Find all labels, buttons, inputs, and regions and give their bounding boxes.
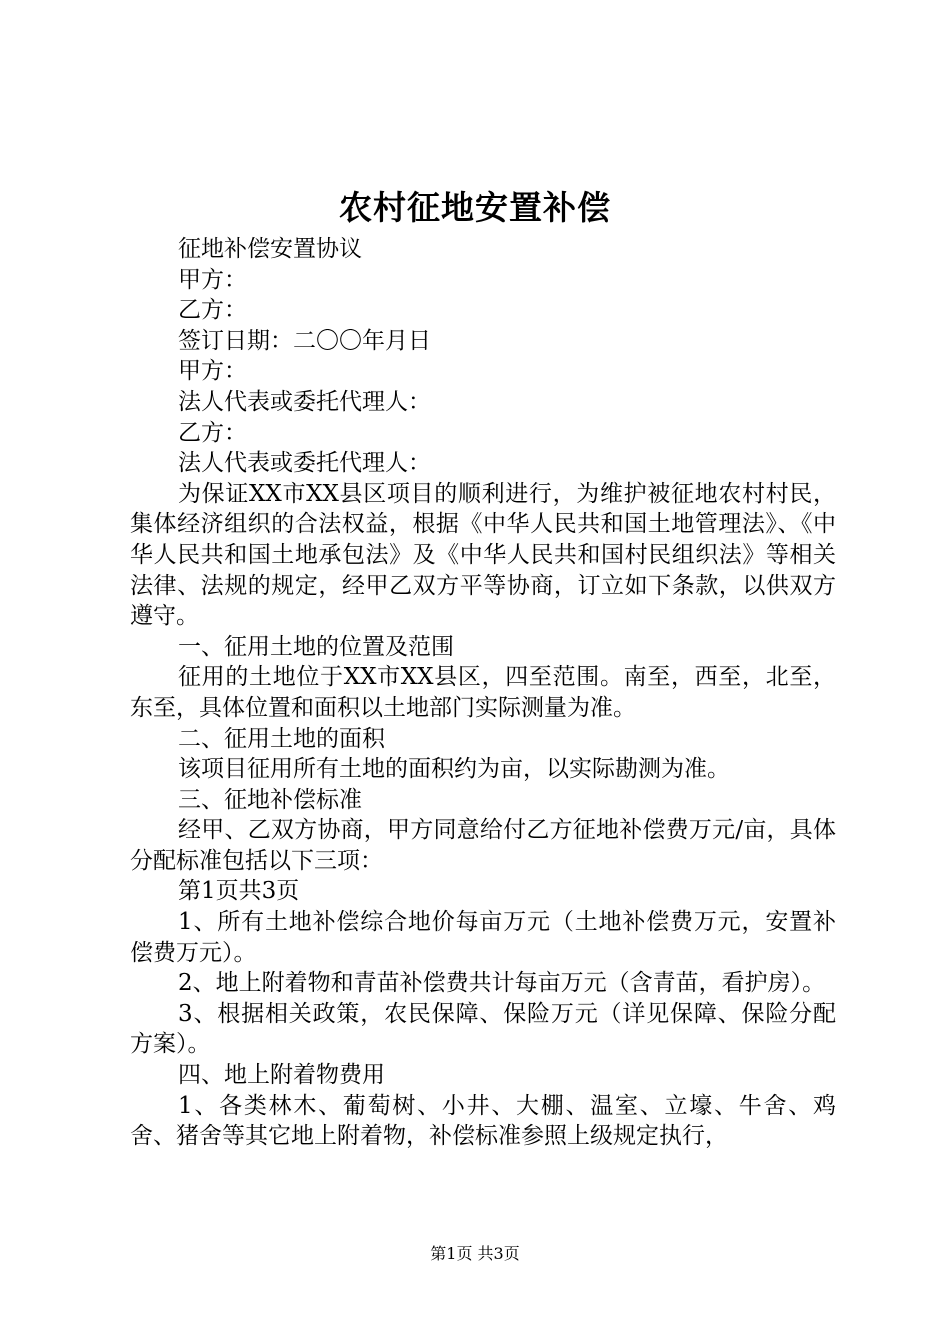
paragraph: 征地补偿安置协议 (178, 236, 362, 262)
section-heading: 三、征地补偿标准 (178, 786, 362, 813)
paragraph: 签订日期：二〇〇年月日 (178, 327, 431, 354)
paragraph: 征用的土地位于XX市XX县区，四至范围。南至，西至，北至，东至，具体位置和面积以土地部门实际测量为准。 (130, 664, 836, 721)
section-heading: 一、征用土地的位置及范围 (178, 633, 454, 660)
paragraph: 1、所有土地补偿综合地价每亩万元（土地补偿费万元，安置补偿费万元）。 (130, 909, 836, 966)
paragraph: 法人代表或委托代理人： (178, 450, 431, 477)
paragraph: 3、根据相关政策，农民保障、保险万元（详见保障、保险分配方案）。 (130, 1000, 836, 1058)
paragraph: 该项目征用所有土地的面积约为亩，以实际勘测为准。 (178, 756, 730, 783)
paragraph: 乙方： (178, 419, 247, 446)
page-footer: 第1页 共3页 (430, 1244, 520, 1263)
paragraph: 甲方： (178, 266, 247, 293)
paragraph: 法人代表或委托代理人： (178, 388, 431, 415)
inline-page-marker: 第1页共3页 (178, 878, 300, 905)
paragraph: 乙方： (178, 297, 247, 324)
paragraph: 2、地上附着物和青苗补偿费共计每亩万元（含青苗，看护房）。 (178, 970, 826, 997)
document-title: 农村征地安置补偿 (339, 188, 611, 227)
section-heading: 二、征用土地的面积 (178, 725, 385, 752)
section-heading: 四、地上附着物费用 (178, 1062, 385, 1089)
paragraph: 为保证XX市XX县区项目的顺利进行，为维护被征地农村村民，集体经济组织的合法权益，根据《中华人民共和国土地管理法》、《中华人民共和国土地承包法》及《中华人民共和国村民组织法》等相关法律、法规的规定，经甲乙双方平等协商，订立如下条款，以供双方遵守。 (130, 480, 836, 630)
paragraph: 经甲、乙双方协商，甲方同意给付乙方征地补偿费万元/亩，具体分配标准包括以下三项： (130, 817, 836, 874)
paragraph: 甲方： (178, 358, 247, 385)
paragraph: 1、各类林木、葡萄树、小井、大棚、温室、立壕、牛舍、鸡舍、猪舍等其它地上附着物，补偿标准参照上级规定执行， (130, 1092, 836, 1150)
document-body (130, 234, 836, 1152)
